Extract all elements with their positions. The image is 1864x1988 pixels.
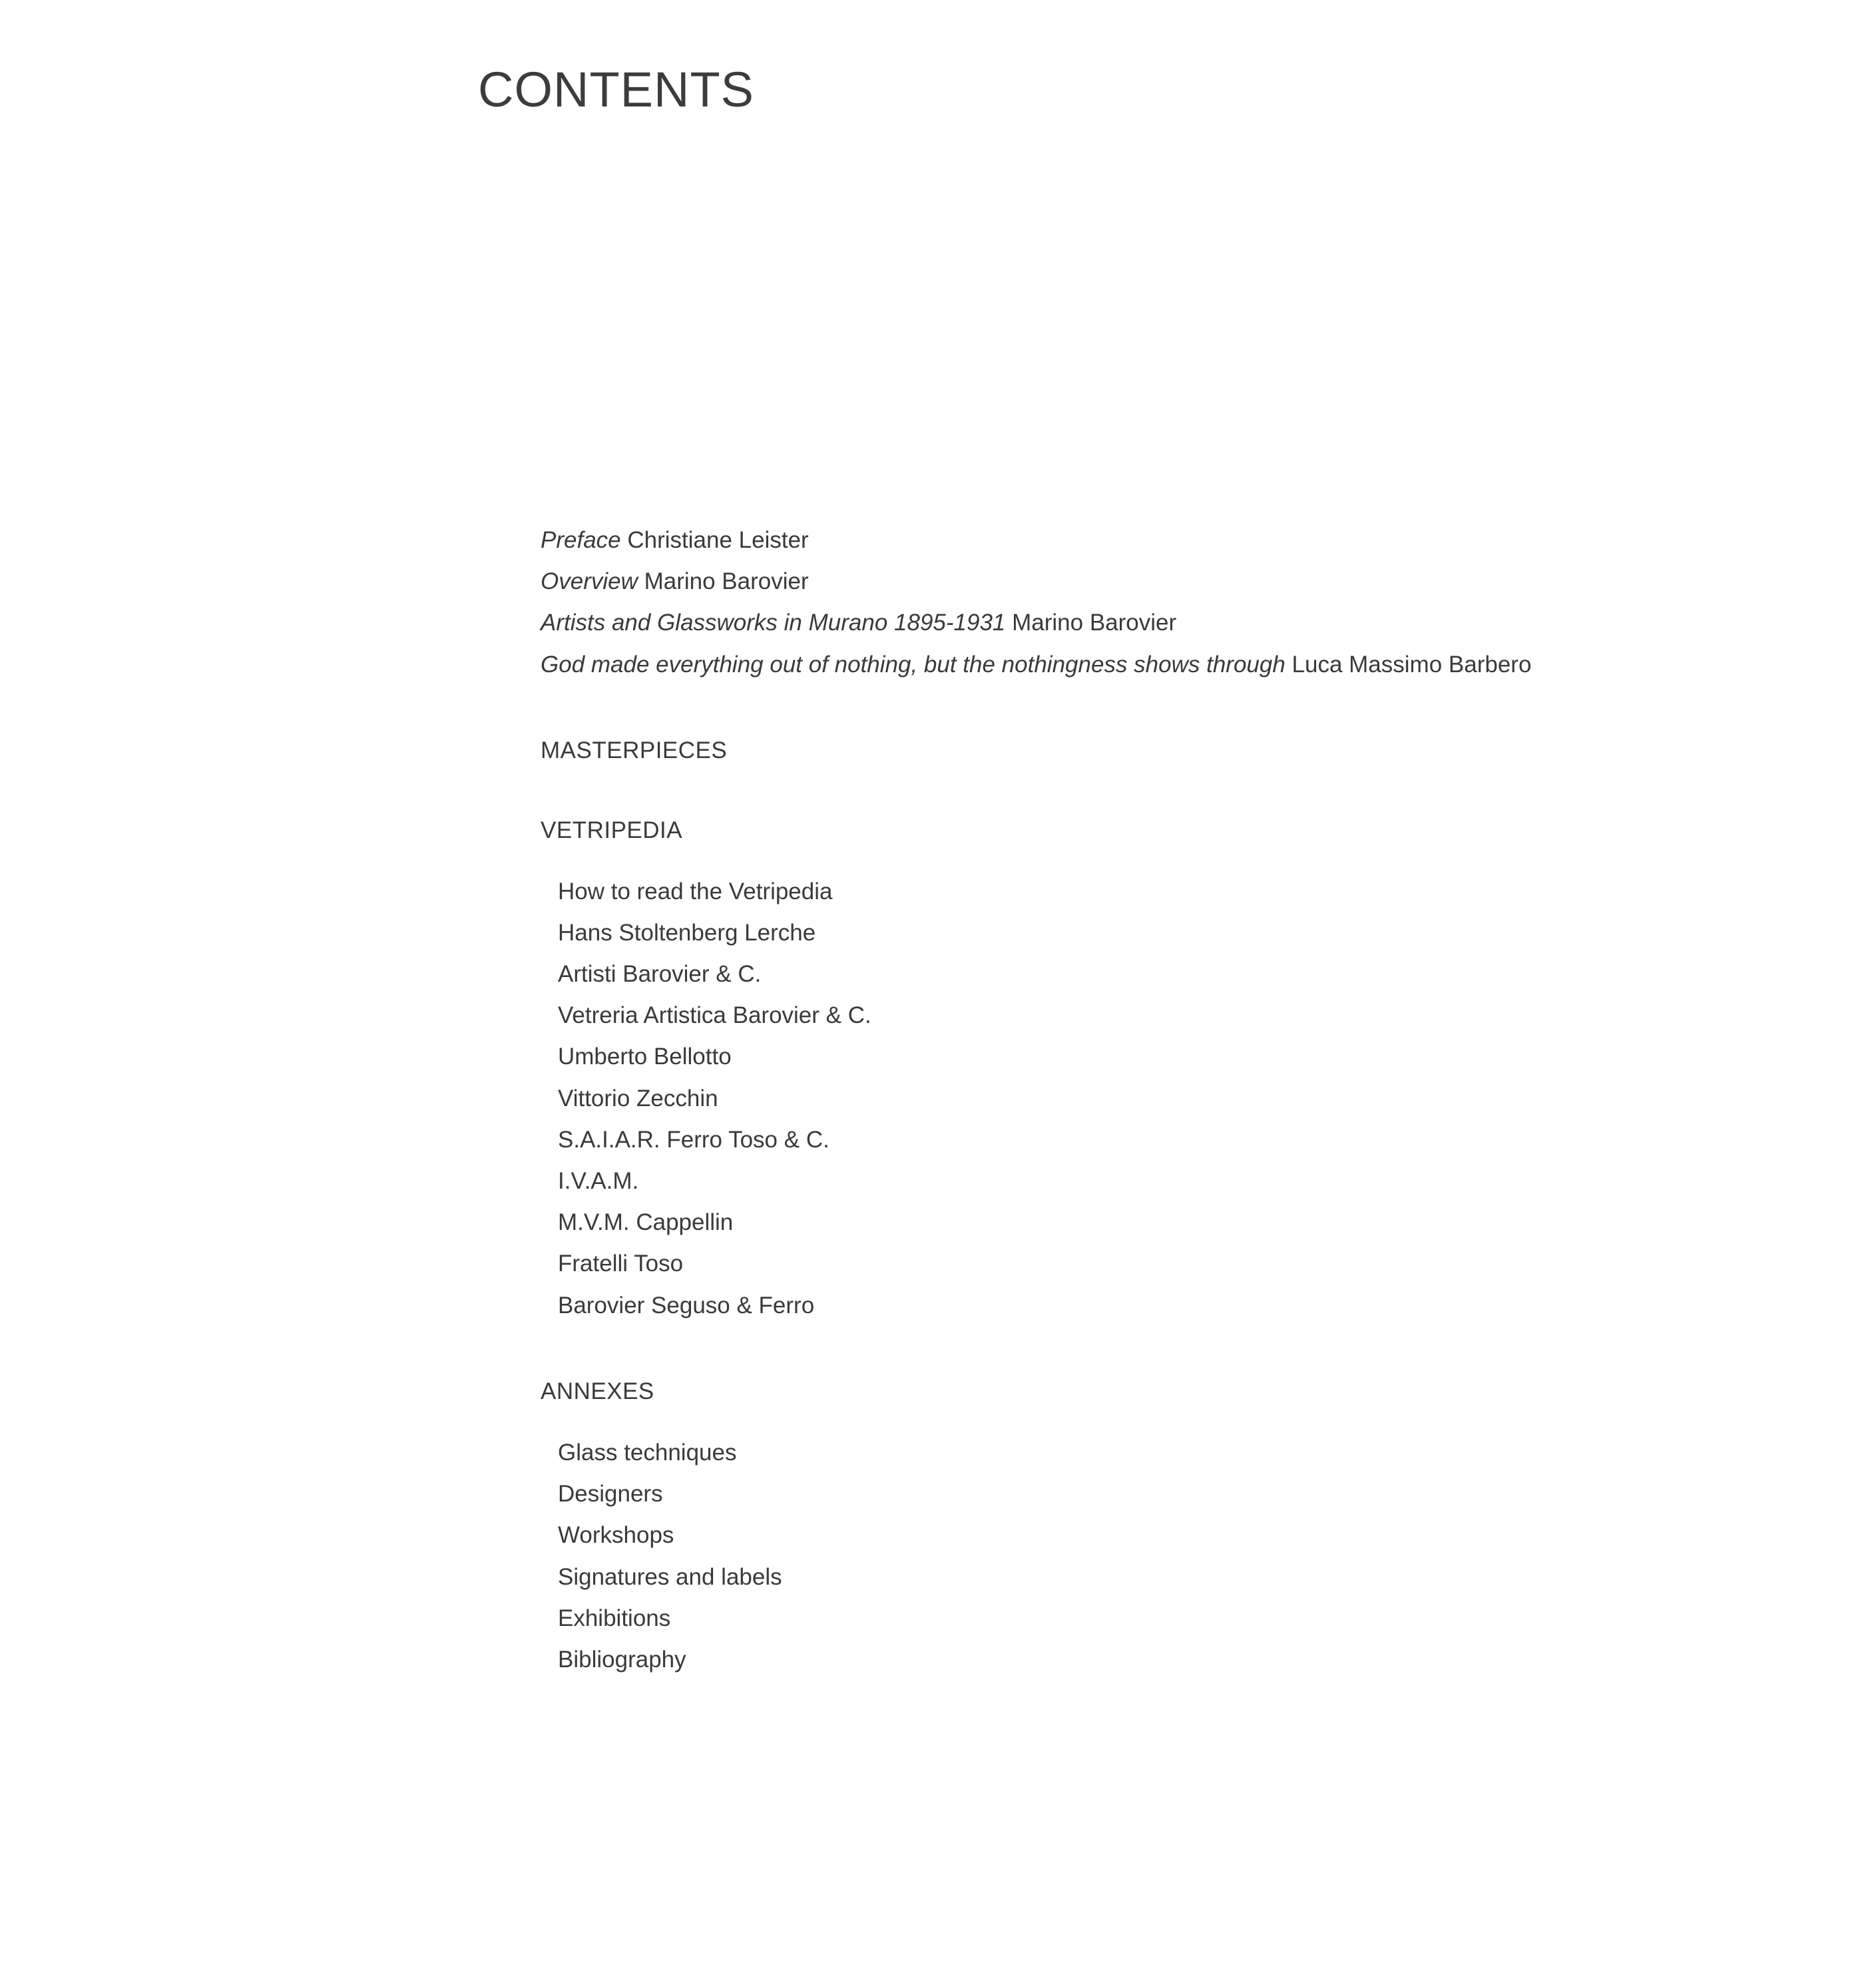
section-heading: ANNEXES [541, 1378, 654, 1404]
entry-label: S.A.I.A.R. Ferro Toso & C. [558, 1127, 829, 1153]
entry-label [541, 565, 809, 598]
entry-label: Barovier Seguso & Ferro [558, 1292, 815, 1318]
entry-label: M.V.M. Cappellin [558, 1209, 734, 1235]
entry-label: Hans Stoltenberg Lerche [558, 920, 816, 946]
entry-author: Marino Barovier [1005, 610, 1177, 636]
entry-label: Vetreria Artistica Barovier & C. [558, 1002, 871, 1028]
entry-label [541, 524, 809, 557]
entry-title: Artists and Glassworks in Murano 1895-1931 [541, 610, 1006, 636]
section-heading: MASTERPIECES [541, 737, 728, 763]
entry-label: How to read the Vetripedia [558, 879, 833, 904]
entry-label [541, 606, 1176, 640]
entry-author: Marino Barovier [637, 568, 809, 594]
entry-title: Preface [541, 527, 621, 553]
entry-title: Overview [541, 568, 638, 594]
entry-label: Bibliography [558, 1647, 686, 1673]
entry-label [541, 648, 1531, 682]
page-title: CONTENTS [478, 62, 754, 117]
entry-author: Christiane Leister [620, 527, 809, 553]
entry-label: Umberto Bellotto [558, 1044, 732, 1070]
entry-title: God made everything out of nothing, but the nothingness shows through [541, 652, 1285, 678]
entry-label: Fratelli Toso [558, 1251, 684, 1277]
entry-label: I.V.A.M. [558, 1168, 639, 1194]
entry-label: Artisti Barovier & C. [558, 961, 762, 987]
entry-author: Luca Massimo Barbero [1285, 652, 1532, 678]
entry-label: Exhibitions [558, 1605, 671, 1631]
entry-label: Workshops [558, 1522, 674, 1548]
entry-label: Designers [558, 1481, 663, 1507]
entry-label: Glass techniques [558, 1440, 737, 1466]
entry-label: Signatures and labels [558, 1564, 782, 1590]
section-heading: VETRIPEDIA [541, 817, 683, 843]
entry-label: Vittorio Zecchin [558, 1086, 718, 1111]
